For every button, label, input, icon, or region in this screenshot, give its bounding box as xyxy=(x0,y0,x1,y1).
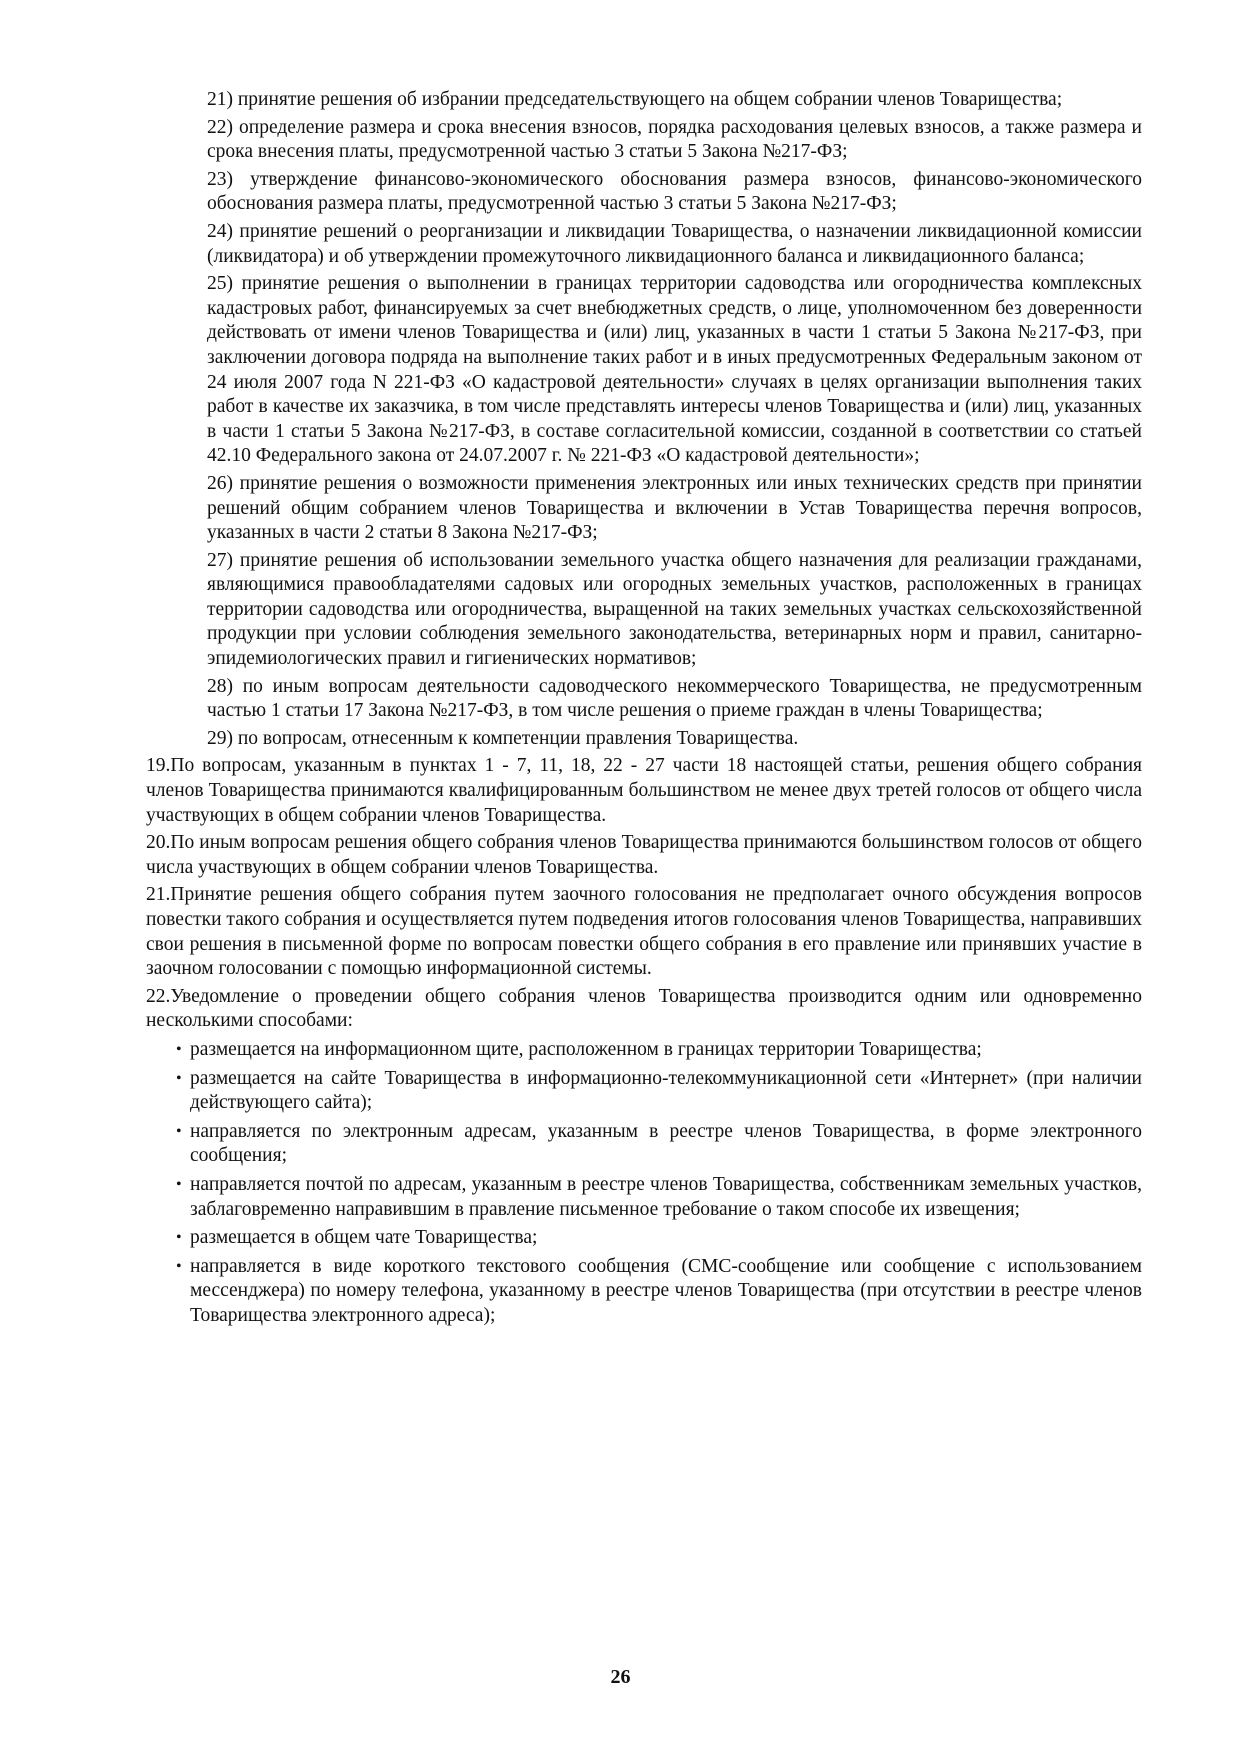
bullet-icon: • xyxy=(176,1257,182,1275)
subitem-list xyxy=(207,88,1142,751)
subitem-24: 24) принятие решений о реорганизации и ликвидации Товарищества, о назначении ликвидационной комиссии (ликвидатора) и об утверждении промежуточного ликвидационного баланса и ликвидационного баланса; xyxy=(207,220,1142,267)
bullet-icon: • xyxy=(176,1229,182,1247)
list-item: • направляется по электронным адресам, указанным в реестре членов Товарищества, в форме электронного сообщения; xyxy=(176,1120,1142,1167)
list-item: • направляется в виде короткого текстового сообщения (СМС-сообщение или сообщение с использованием мессенджера) по номеру телефона, указанному в реестре членов Товарищества (при отсутствии в реестре членов Товарищества электронного адреса); xyxy=(176,1255,1142,1326)
subitem-25: 25) принятие решения о выполнении в границах территории садоводства или огородничества комплексных кадастровых работ, финансируемых за счет внебюджетных средств, о лице, уполномоченном без доверенности действовать от имени членов Товарищества и (или) лиц, указанных в части 1 статьи 5 Закона №217-ФЗ, при заключении договора подряда на выполнение таких работ и в иных предусмотренных Федеральным законом от 24 июля 2007 года N 221-ФЗ «О кадастровой деятельности» случаях в целях организации выполнения таких работ в качестве их заказчика, в том числе представлять интересы членов Товарищества и (или) лиц, указанных в части 1 статьи 5 Закона №217-ФЗ, в составе согласительной комиссии, созданной в соответствии со статьей 42.10 Федерального закона от 24.07.2007 г. № 221-ФЗ «О кадастровой деятельности»; xyxy=(207,273,1142,467)
notification-methods-list xyxy=(146,1038,1142,1329)
bullet-icon: • xyxy=(176,1175,182,1193)
paragraph-22: 22.Уведомление о проведении общего собрания членов Товарищества производится одним или одновременно несколькими способами: xyxy=(146,985,1142,1032)
list-item: • размещается на сайте Товарищества в информационно-телекоммуникационной сети «Интернет» (при наличии действующего сайта); xyxy=(176,1067,1142,1114)
document-page xyxy=(146,88,1142,1333)
list-item: • размещается в общем чате Товарищества; xyxy=(146,1226,1142,1251)
paragraph-20: 20.По иным вопросам решения общего собрания членов Товарищества принимаются большинством голосов от общего числа участвующих в общем собрании членов Товарищества. xyxy=(146,832,1142,878)
subitem-28: 28) по иным вопросам деятельности садоводческого некоммерческого Товарищества, не предусмотренным частью 1 статьи 17 Закона №217-ФЗ, в том числе решения о приеме граждан в члены Товарищества; xyxy=(207,675,1142,722)
subitem-23: 23) утверждение финансово-экономического обоснования размера взносов, финансово-экономического обоснования размера платы, предусмотренной частью 3 статьи 5 Закона №217-ФЗ; xyxy=(207,168,1142,215)
bullet-icon: • xyxy=(176,1122,182,1140)
bullet-icon: • xyxy=(176,1069,182,1087)
list-item: • направляется почтой по адресам, указанным в реестре членов Товарищества, собственникам земельных участков, заблаговременно направившим в правление письменное требование о таком способе их извещения; xyxy=(176,1173,1142,1220)
list-item: • размещается на информационном щите, расположенном в границах территории Товарищества; xyxy=(146,1038,1142,1063)
subitem-26: 26) принятие решения о возможности применения электронных или иных технических средств при принятии решений общим собранием членов Товарищества и включении в Устав Товарищества перечня вопросов, указанных в части 2 статьи 8 Закона №217-ФЗ; xyxy=(207,472,1142,544)
paragraph-21: 21.Принятие решения общего собрания путем заочного голосования не предполагает очного обсуждения вопросов повестки такого собрания и осуществляется путем подведения итогов голосования членов Товарищества, направивших свои решения в письменной форме по вопросам повестки общего собрания в его правление или принявших участие в заочном голосовании с помощью информационной системы. xyxy=(146,884,1142,980)
subitem-22: 22) определение размера и срока внесения взносов, порядка расходования целевых взносов, а также размера и срока внесения платы, предусмотренной частью 3 статьи 5 Закона №217-ФЗ; xyxy=(207,116,1142,163)
subitem-21: 21) принятие решения об избрании председательствующего на общем собрании членов Товарищества; xyxy=(207,89,1063,110)
subitem-27: 27) принятие решения об использовании земельного участка общего назначения для реализации гражданами, являющимися правообладателями садовых или огородных земельных участков, расположенных в границах территории садоводства или огородничества, выращенной на таких земельных участках сельскохозяйственной продукции при условии соблюдения земельного законодательства, ветеринарных норм и правил, санитарно-эпидемиологических правил и гигиенических нормативов; xyxy=(207,549,1142,670)
page-number: 26 xyxy=(610,1666,631,1688)
bullet-icon: • xyxy=(176,1040,182,1058)
subitem-29: 29) по вопросам, отнесенным к компетенции правления Товарищества. xyxy=(207,727,799,749)
paragraph-19: 19.По вопросам, указанным в пунктах 1 - 7, 11, 18, 22 - 27 части 18 настоящей статьи, решения общего собрания членов Товарищества принимаются квалифицированным большинством не менее двух третей голосов от общего числа участвующих в общем собрании членов Товарищества. xyxy=(146,755,1142,826)
